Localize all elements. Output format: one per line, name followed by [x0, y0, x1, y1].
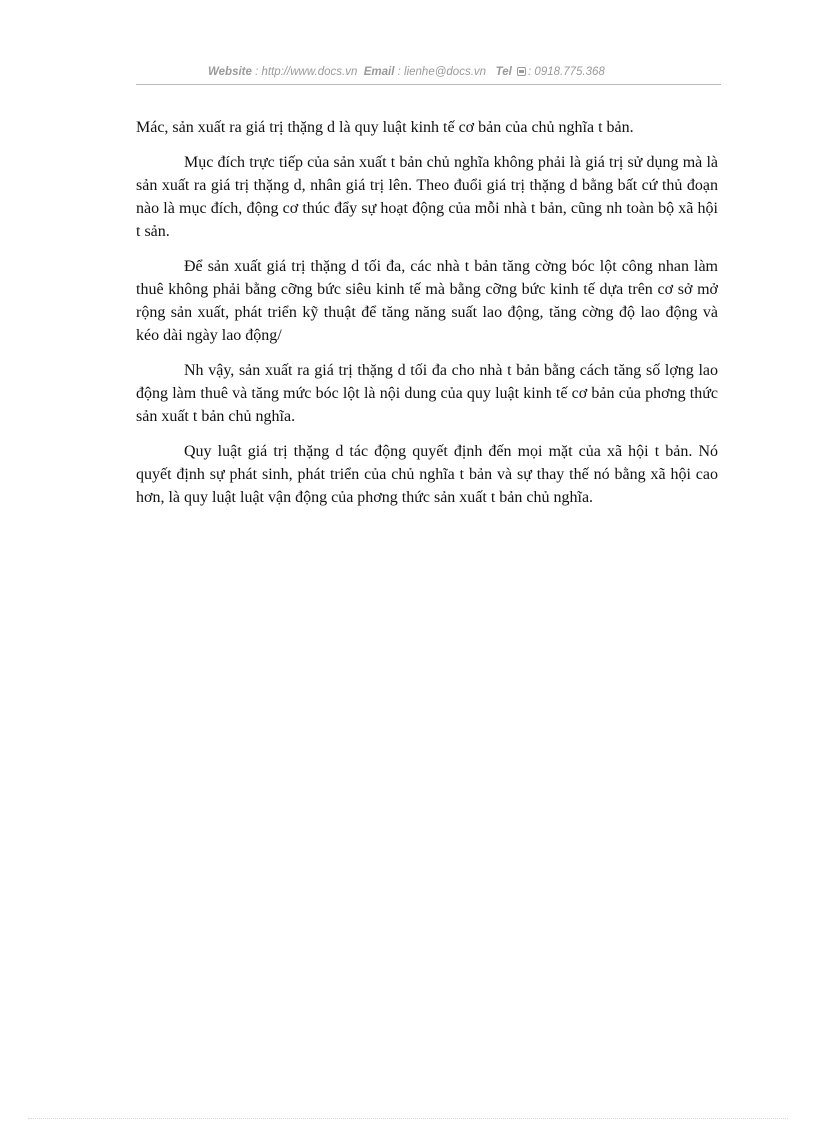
email-label: Email	[363, 66, 395, 78]
website-value: : http://www.docs.vn	[255, 66, 358, 78]
paragraph-2: Mục đích trực tiếp của sản xuất t bản chủ nghĩa không phải là giá trị sử dụng mà là sản xuất ra giá trị thặng d, nhân giá trị lên. Theo đuổi giá trị thặng d bằng bất cứ thủ đoạn nào là mục đích, động cơ thúc đẩy sự hoạt động của mỗi nhà t bản, cũng nh toàn bộ xã hội t sản.	[136, 154, 718, 240]
email-value: : lienhe@docs.vn	[397, 66, 487, 78]
document-body	[136, 116, 718, 521]
paragraph-3: Để sản xuất giá trị thặng d tối đa, các nhà t bản tăng cờng bóc lột công nhan làm thuê không phải bằng cỡng bức siêu kinh tế mà bằng cỡng bức kinh tế dựa trên cơ sở mở rộng sản xuất, phát triển kỹ thuật để tăng năng suất lao động, tăng cờng độ lao động và kéo dài ngày lao động/	[136, 258, 718, 344]
website-label: Website	[208, 66, 252, 78]
tel-label: Tel	[495, 66, 512, 78]
paragraph-4: Nh vậy, sản xuất ra giá trị thặng d tối đa cho nhà t bản bằng cách tăng số lợng lao động làm thuê và tăng mức bóc lột là nội dung của quy luật kinh tế cơ bản của phơng thức sản xuất t bản chủ nghĩa.	[136, 362, 718, 425]
paragraph-1: Mác, sản xuất ra giá trị thặng d là quy luật kinh tế cơ bản của chủ nghĩa t bản.	[136, 119, 634, 136]
tel-value: : 0918.775.368	[528, 66, 605, 78]
paragraph-5: Quy luật giá trị thặng d tác động quyết định đến mọi mặt của xã hội t bản. Nó quyết định sự phát sinh, phát triển của chủ nghĩa t bản và sự thay thế nó bằng xã hội cao hơn, là quy luật luật vận động của phơng thức sản xuất t bản chủ nghĩa.	[136, 443, 718, 506]
header-contact-line	[208, 66, 605, 78]
footer-divider	[28, 1118, 788, 1119]
phone-icon	[517, 67, 526, 76]
page-header	[136, 62, 721, 85]
